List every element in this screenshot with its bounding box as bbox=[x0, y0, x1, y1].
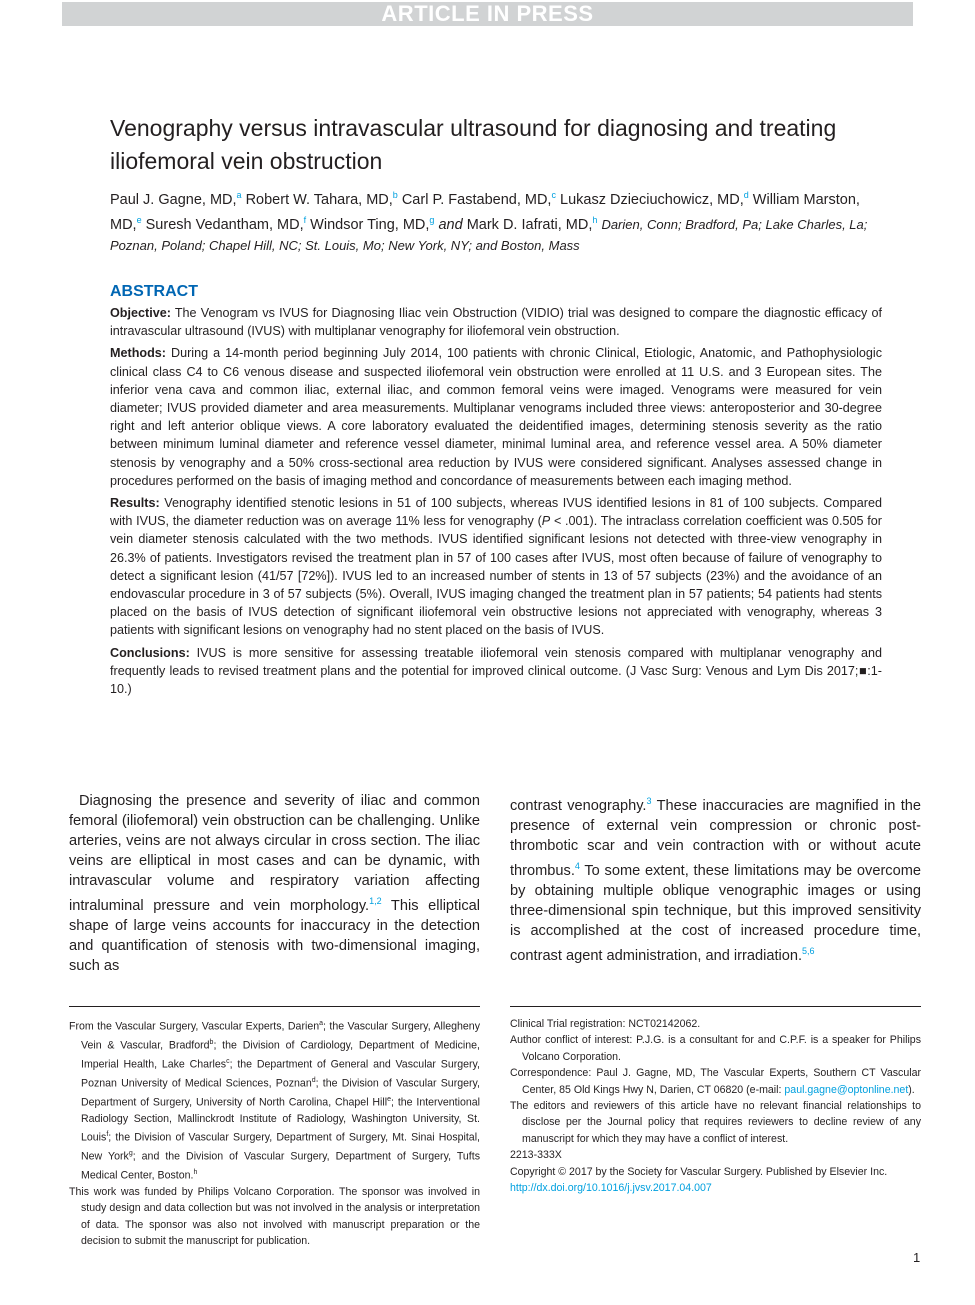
author-name: Mark D. Iafrati, MD, bbox=[466, 217, 593, 234]
results-text: Venography identified stenotic lesions in 51 of 100 subjects, whereas IVUS identified lesions in 81 of 100 subjects. Compared with IVUS, the diameter reduction was on average 11% less for venography ( bbox=[110, 496, 882, 529]
editors-disclosure: The editors and reviewers of this article have no relevant financial relationships to disclose per the Journal policy that requires reviewers to decline review of any manuscript for which they may have a conflict of interest. bbox=[510, 1100, 921, 1145]
abstract-methods bbox=[110, 344, 882, 490]
citation-link[interactable]: 1,2 bbox=[369, 896, 382, 906]
author-name: Suresh Vedantham, MD, bbox=[145, 217, 304, 234]
author-name: Carl P. Fastabend, MD, bbox=[401, 191, 552, 208]
author-name: Windsor Ting, MD, bbox=[310, 217, 430, 234]
abstract-conclusions bbox=[110, 644, 882, 699]
author-name: Robert W. Tahara, MD, bbox=[245, 191, 393, 208]
affiliation-locations: Darien, Conn; Bradford, Pa; Lake Charles, La; Poznan, Poland; Chapel Hill, NC; St. Louis, Mo; New York, NY; and Boston, Mass bbox=[110, 217, 868, 253]
results-label: Results: bbox=[110, 496, 160, 511]
funding-footnote: This work was funded by Philips Volcano Corporation. The sponsor was involved in study design and data collection but was not involved in the analysis or interpretation of data. The sponsor was also not involved with manuscript preparation or the decision to submit the manuscript for publication. bbox=[69, 1185, 480, 1248]
author-affiliation-mark: f bbox=[303, 215, 307, 226]
footnotes-left bbox=[69, 1016, 480, 1250]
body-text: This elliptical shape of large veins accounts for inaccuracy in the detection and quantification of stenosis with two-dimensional imaging, such as bbox=[69, 897, 480, 974]
abstract-section bbox=[110, 282, 882, 702]
body-text: To some extent, these limitations may be overcome by obtaining multiple oblique venographic images or using three-dimensional spin technique, but this improved sensitivity is accomplished at the cost of increased procedure time, contrast agent administration, and irradiation. bbox=[510, 862, 921, 964]
page-number: 1 bbox=[913, 1250, 921, 1265]
abstract-results bbox=[110, 494, 882, 640]
conclusions-text: IVUS is more sensitive for assessing treatable iliofemoral vein stenosis compared with multiplanar venography and frequently leads to revised treatment plans and the potential for improved clinical outcome. (J Vasc Surg: Venous and Lym Dis 2017;■:1-10.) bbox=[110, 645, 883, 697]
citation-link[interactable]: 3 bbox=[646, 796, 652, 806]
article-title: Venography versus intravascular ultrasound for diagnosing and treating iliofemoral vein obstruction bbox=[110, 115, 837, 174]
body-left-column bbox=[69, 791, 480, 976]
objective-label: Objective: bbox=[110, 306, 171, 320]
trial-registration: Clinical Trial registration: NCT02142062. bbox=[510, 1018, 701, 1030]
body-text: Diagnosing the presence and severity of iliac and common femoral (iliofemoral) vein obstruction can be challenging. Unlike arteries, veins are not always circular in cross section. The iliac veins are elliptical in most cases and can be dynamic, with intravascular volume and respiratory variation affecting intraluminal pressure and vein morphology. bbox=[69, 793, 480, 914]
footnote-divider-right bbox=[510, 1006, 921, 1007]
author-affiliation-mark: e bbox=[136, 215, 142, 226]
methods-label: Methods: bbox=[110, 346, 166, 361]
authors-and: and bbox=[438, 217, 463, 234]
article-in-press-banner: ARTICLE IN PRESS bbox=[62, 2, 913, 26]
author-affiliation-mark: c bbox=[551, 190, 556, 200]
author-name: Lukasz Dzieciuchowicz, MD, bbox=[560, 191, 744, 208]
author-list bbox=[110, 185, 890, 256]
author-name: William Marston, MD, bbox=[110, 191, 860, 234]
body-text: contrast venography. bbox=[510, 797, 647, 814]
issn: 2213-333X bbox=[510, 1149, 562, 1162]
citation-link[interactable]: 4 bbox=[574, 860, 580, 871]
abstract-objective bbox=[110, 304, 882, 340]
methods-text: During a 14-month period beginning July 2014, 100 patients with chronic Clinical, Etiologic, Anatomic, and Pathophysiologic clinical class C4 to C6 venous disease and suspected iliofemoral vein obstruction were enrolled at 11 U.S. and 3 European sites. The inferior vena cava and common iliac, external iliac, and common femoral veins were imaged. Venograms were measured for vein diameter; IVUS provided diameter and area measurements. Multiplanar venograms included three views: anteroposterior and 30-degree right and left anterior oblique views. A core laboratory evaluated the deidentified images, determining stenosis severity as the ratio between minimum luminal diameter and reference vessel diameter, minimal luminal area, and reference vessel area. A 50% diameter stenosis by venography and a 50% cross-sectional area reduction by IVUS were considered significant. Analyses assessed change in procedures performed on the basis of imaging method and concordance of measurements between each imaging method. bbox=[110, 346, 883, 488]
author-affiliation-mark: d bbox=[743, 190, 749, 200]
correspondence: Correspondence: Paul J. Gagne, MD, The Vascular Experts, Southern CT Vascular Center, 85 Old Kings Hwy N, Darien, CT 06820 (e-mail: paul.gagne@optonline.net). bbox=[510, 1067, 921, 1096]
conclusions-label: Conclusions: bbox=[110, 645, 190, 660]
author-affiliation-mark: b bbox=[392, 190, 398, 200]
author-affiliation-mark: a bbox=[236, 190, 242, 200]
conflict-of-interest: Author conflict of interest: P.J.G. is a consultant for and C.P.F. is a speaker for Philips Volcano Corporation. bbox=[510, 1034, 921, 1063]
author-name: Paul J. Gagne, MD, bbox=[110, 191, 237, 208]
footnotes-right bbox=[510, 1016, 921, 1196]
p-value-symbol: P bbox=[541, 514, 551, 529]
author-affiliation-mark: h bbox=[592, 215, 598, 226]
body-text: These inaccuracies are magnified in the presence of external vein compression or chronic post-thrombotic scar and vein contraction with or without acute thrombus. bbox=[510, 797, 921, 879]
affiliations-footnote: From the Vascular Surgery, Vascular Experts, Darien$^a$; the Vascular Surgery, Allegheny Vein & Vascular, Bradford$^b$; the Division of Cardiology, Department of Medicine, Imperial Health, Lake Charles$^c$; the Department of General and Vascular Surgery, Poznan University of Medical Sciences, Poznan$^d$; the Division of Vascular Surgery, Department of Surgery, University of North Carolina, Chapel Hill$^e$; the Interventional Radiology Section, Mallinckrodt Institute of Radiology, Washington University, St. Louis$^f$; the Division of Vascular Surgery, Department of Surgery, Mt. Sinai Hospital, New York$^g$; and the Division of Vascular Surgery, Department of Surgery, Tufts Medical Center, Boston.$^h$ bbox=[69, 1020, 480, 1182]
citation-link[interactable]: 5,6 bbox=[802, 945, 815, 956]
objective-text: The Venogram vs IVUS for Diagnosing Iliac vein Obstruction (VIDIO) trial was designed to compare the diagnostic efficacy of intravascular ultrasound (IVUS) with multiplanar venography for iliofemoral vein obstruction. bbox=[110, 306, 882, 339]
body-right-column bbox=[510, 791, 921, 966]
doi-line bbox=[510, 1180, 921, 1196]
copyright: Copyright © 2017 by the Society for Vascular Surgery. Published by Elsevier Inc. bbox=[510, 1165, 888, 1178]
author-affiliation-mark: g bbox=[429, 215, 435, 226]
email-link[interactable]: paul.gagne@optonline.net bbox=[784, 1083, 909, 1096]
abstract-heading: ABSTRACT bbox=[110, 283, 198, 300]
footnote-divider-left bbox=[69, 1006, 480, 1007]
doi-link[interactable]: http://dx.doi.org/10.1016/j.jvsv.2017.04.007 bbox=[510, 1182, 712, 1195]
results-text-continued: < .001). The intraclass correlation coefficient was 0.505 for vein diameter stenosis calculated with the two methods. IVUS identified significant lesions not detected with three-view venography in 26.3% of patients. Investigators revised the treatment plan in 57 of 100 cases after IVUS, most often because of failure of venography to detect a significant lesion (41/57 [72%]). IVUS led to an increased number of stents in 13 of 57 subjects (23%) and the avoidance of an endovascular procedure in 3 of 57 subjects (5%). Overall, IVUS imaging changed the treatment plan in 57 patients; 54 patients had stents placed on the basis of IVUS detection of significant iliofemoral vein obstructive lesions not appreciated with venography, whereas 3 patients with significant lesions on venography had no stent placed on the basis of IVUS. bbox=[110, 514, 882, 638]
